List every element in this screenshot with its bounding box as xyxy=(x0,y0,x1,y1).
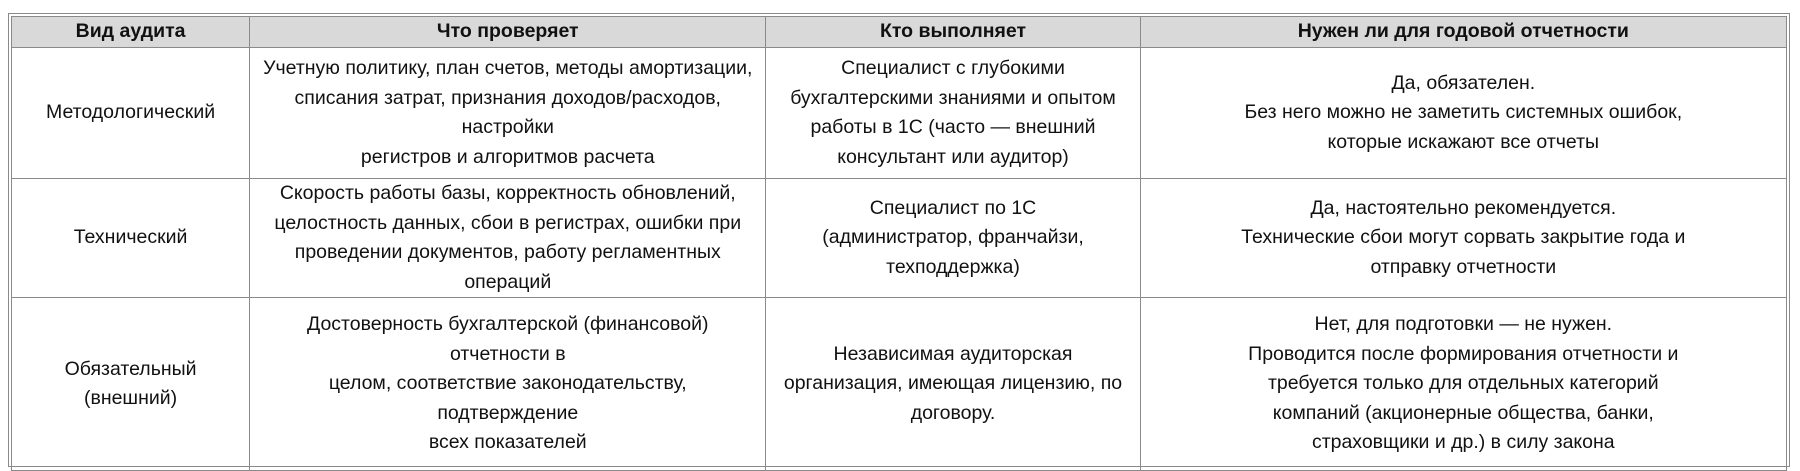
cell-needed-for-annual-report: Да, настоятельно рекомендуется. Технические сбои могут сорвать закрытие года и отправку отчетности xyxy=(1140,179,1786,298)
cell-what-checks: Достоверность бухгалтерской (финансовой) отчетности в целом, соответствие законодательству, подтверждение всех показателей xyxy=(250,298,766,471)
table-row xyxy=(12,48,1787,179)
cell-needed-for-annual-report: Нет, для подготовки — не нужен. Проводится после формирования отчетности и требуется только для отдельных категорий компаний (акционерные общества, банки, страховщики и др.) в силу закона xyxy=(1140,298,1786,471)
table-frame xyxy=(8,13,1790,467)
cell-what-checks: Скорость работы базы, корректность обновлений, целостность данных, сбои в регистрах, ошибки при проведении документов, работу регламентных операций xyxy=(250,179,766,298)
table-row xyxy=(12,298,1787,471)
cell-who-performs: Специалист по 1С (администратор, франчайзи, техподдержка) xyxy=(766,179,1140,298)
cell-needed-for-annual-report: Да, обязателен. Без него можно не заметить системных ошибок, которые искажают все отчеты xyxy=(1140,48,1786,179)
header-what-checks: Что проверяет xyxy=(250,17,766,48)
table-header-row xyxy=(12,17,1787,48)
header-audit-type: Вид аудита xyxy=(12,17,250,48)
cell-who-performs: Независимая аудиторская организация, имеющая лицензию, по договору. xyxy=(766,298,1140,471)
cell-audit-type: Методологический xyxy=(12,48,250,179)
cell-who-performs: Специалист с глубокими бухгалтерскими знаниями и опытом работы в 1С (часто — внешний консультант или аудитор) xyxy=(766,48,1140,179)
audit-types-table xyxy=(11,16,1787,471)
cell-what-checks: Учетную политику, план счетов, методы амортизации, списания затрат, признания доходов/расходов, настройки регистров и алгоритмов расчета xyxy=(250,48,766,179)
cell-audit-type: Обязательный (внешний) xyxy=(12,298,250,471)
header-needed-for-annual-report: Нужен ли для годовой отчетности xyxy=(1140,17,1786,48)
table-row xyxy=(12,179,1787,298)
cell-audit-type: Технический xyxy=(12,179,250,298)
header-who-performs: Кто выполняет xyxy=(766,17,1140,48)
